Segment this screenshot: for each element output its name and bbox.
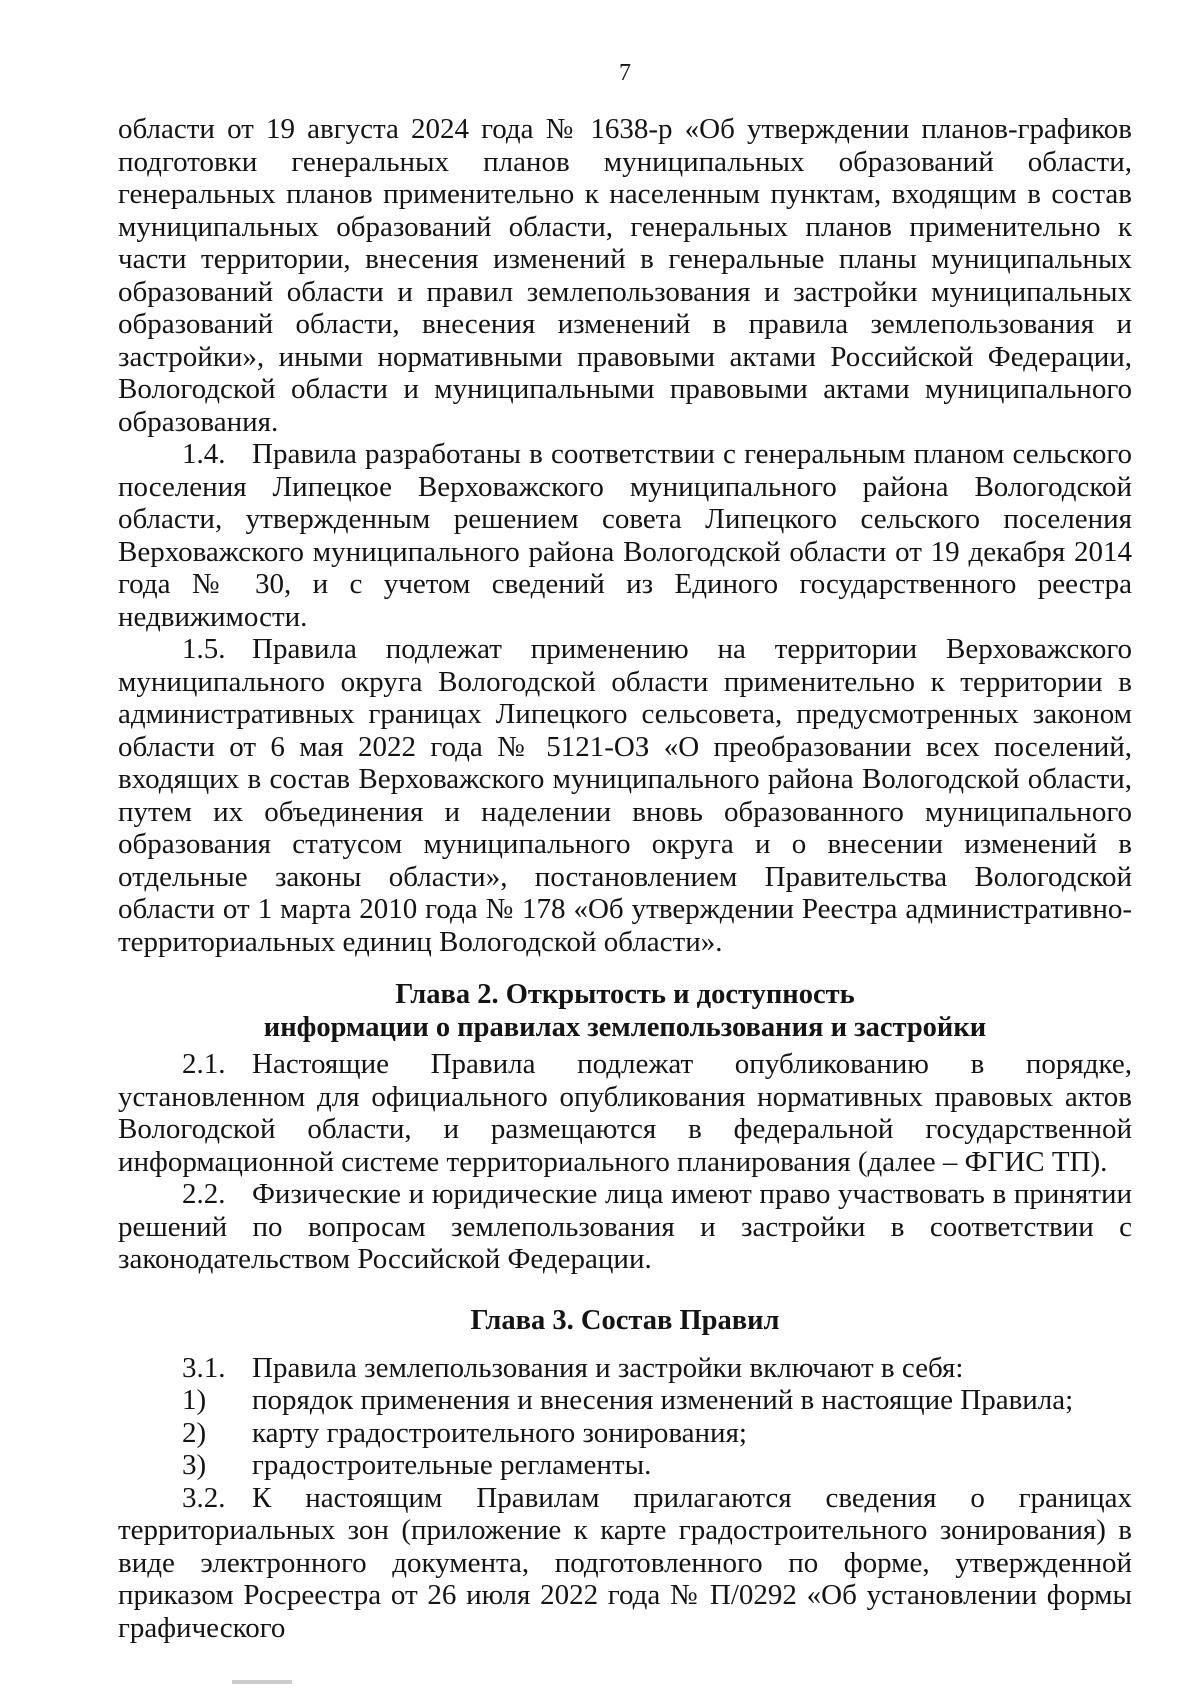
clause-text: К настоящим Правилам прилагаются сведения о границах территориальных зон (приложение к карте градостроительного зонирования) в виде электронного документа, подготовленного по форме, утвержденной приказом Росреестра от 26 июля 2022 года № П/0292 «Об установлении формы графического — [118, 1481, 1132, 1644]
paragraph-2-2 — [118, 1178, 1132, 1276]
document-body — [118, 113, 1132, 1644]
chapter-2-heading — [118, 978, 1132, 1044]
page-number: 7 — [619, 60, 631, 86]
clause-text: Правила разработаны в соответствии с генеральным планом сельского поселения Липецкое Верховажского муниципального района Вологодской области, утвержденным решением совета Липецкого сельского поселения Верховажского муниципального района Вологодской области от 19 декабря 2014 года № 30, и с учетом сведений из Единого государственного реестра недвижимости. — [118, 438, 1132, 633]
clause-number: 3.2. — [182, 1481, 226, 1514]
list-item-text: порядок применения и внесения изменений в настоящие Правила; — [252, 1384, 1074, 1416]
list-item — [118, 1384, 1132, 1417]
clause-text: Физические и юридические лица имеют право участвовать в принятии решений по вопросам землепользования и застройки в соответствии с законодательством Российской Федерации. — [118, 1178, 1132, 1275]
paragraph-1-4 — [118, 438, 1132, 633]
clause-number: 3.1. — [182, 1351, 226, 1384]
clause-number: 1.5. — [182, 633, 226, 665]
paragraph-1-5 — [118, 633, 1132, 958]
paragraph-2-1 — [118, 1048, 1132, 1178]
clause-number: 1.4. — [182, 438, 226, 470]
list-item-number: 1) — [182, 1384, 207, 1416]
list-item — [118, 1417, 1132, 1450]
chapter-3-heading: Глава 3. Состав Правил — [470, 1304, 780, 1336]
list-item-text: карту градостроительного зонирования; — [252, 1416, 747, 1449]
list-item — [118, 1449, 1132, 1482]
list-item-text: градостроительные регламенты. — [252, 1449, 652, 1481]
paragraph-continuation: области от 19 августа 2024 года № 1638-р «Об утверждении планов-графиков подготовки генеральных планов муниципальных образований области, генеральных планов применительно к населенным пунктам, входящим в состав муниципальных образований области, генеральных планов применительно к части территории, внесения изменений в генеральные планы муниципальных образований области и правил землепользования и застройки муниципальных образований области, внесения изменений в правила землепользования и застройки», иными нормативными правовыми актами Российской Федерации, Вологодской области и муниципальными правовыми актами муниципального образования. — [118, 113, 1132, 438]
chapter-2-title-line-1: Глава 2. Открытость и доступность — [395, 979, 855, 1010]
chapter-2-title-line-2: информации о правилах землепользования и застройки — [263, 1012, 987, 1043]
list-item-number: 3) — [182, 1449, 207, 1481]
paragraph-3-1 — [118, 1352, 1132, 1385]
clause-text: Правила землепользования и застройки включают в себя: — [252, 1351, 964, 1384]
paragraph-3-2 — [118, 1482, 1132, 1645]
scan-artifact — [232, 1680, 292, 1684]
clause-text: Правила подлежат применению на территории Верховажского муниципального округа Вологодской области применительно к территории в административных границах Липецкого сельсовета, предусмотренных законом области от 6 мая 2022 года № 5121-ОЗ «О преобразовании всех поселений, входящих в состав Верховажского муниципального района Вологодской области, путем их объединения и наделении вновь образованного муниципального образования статусом муниципального округа и о внесении изменений в отдельные законы области», постановлением Правительства Вологодской области от 1 марта 2010 года № 178 «Об утверждении Реестра административно-территориальных единиц Вологодской области». — [118, 633, 1132, 958]
list-item-number: 2) — [182, 1416, 207, 1449]
clause-number: 2.2. — [182, 1178, 226, 1210]
clause-text: Настоящие Правила подлежат опубликованию в порядке, установленном для официального опубликования нормативных правовых актов Вологодской области, и размещаются в федеральной государственной информационной системе территориального планирования (далее – ФГИС ТП). — [118, 1048, 1132, 1178]
clause-number: 2.1. — [182, 1048, 226, 1080]
